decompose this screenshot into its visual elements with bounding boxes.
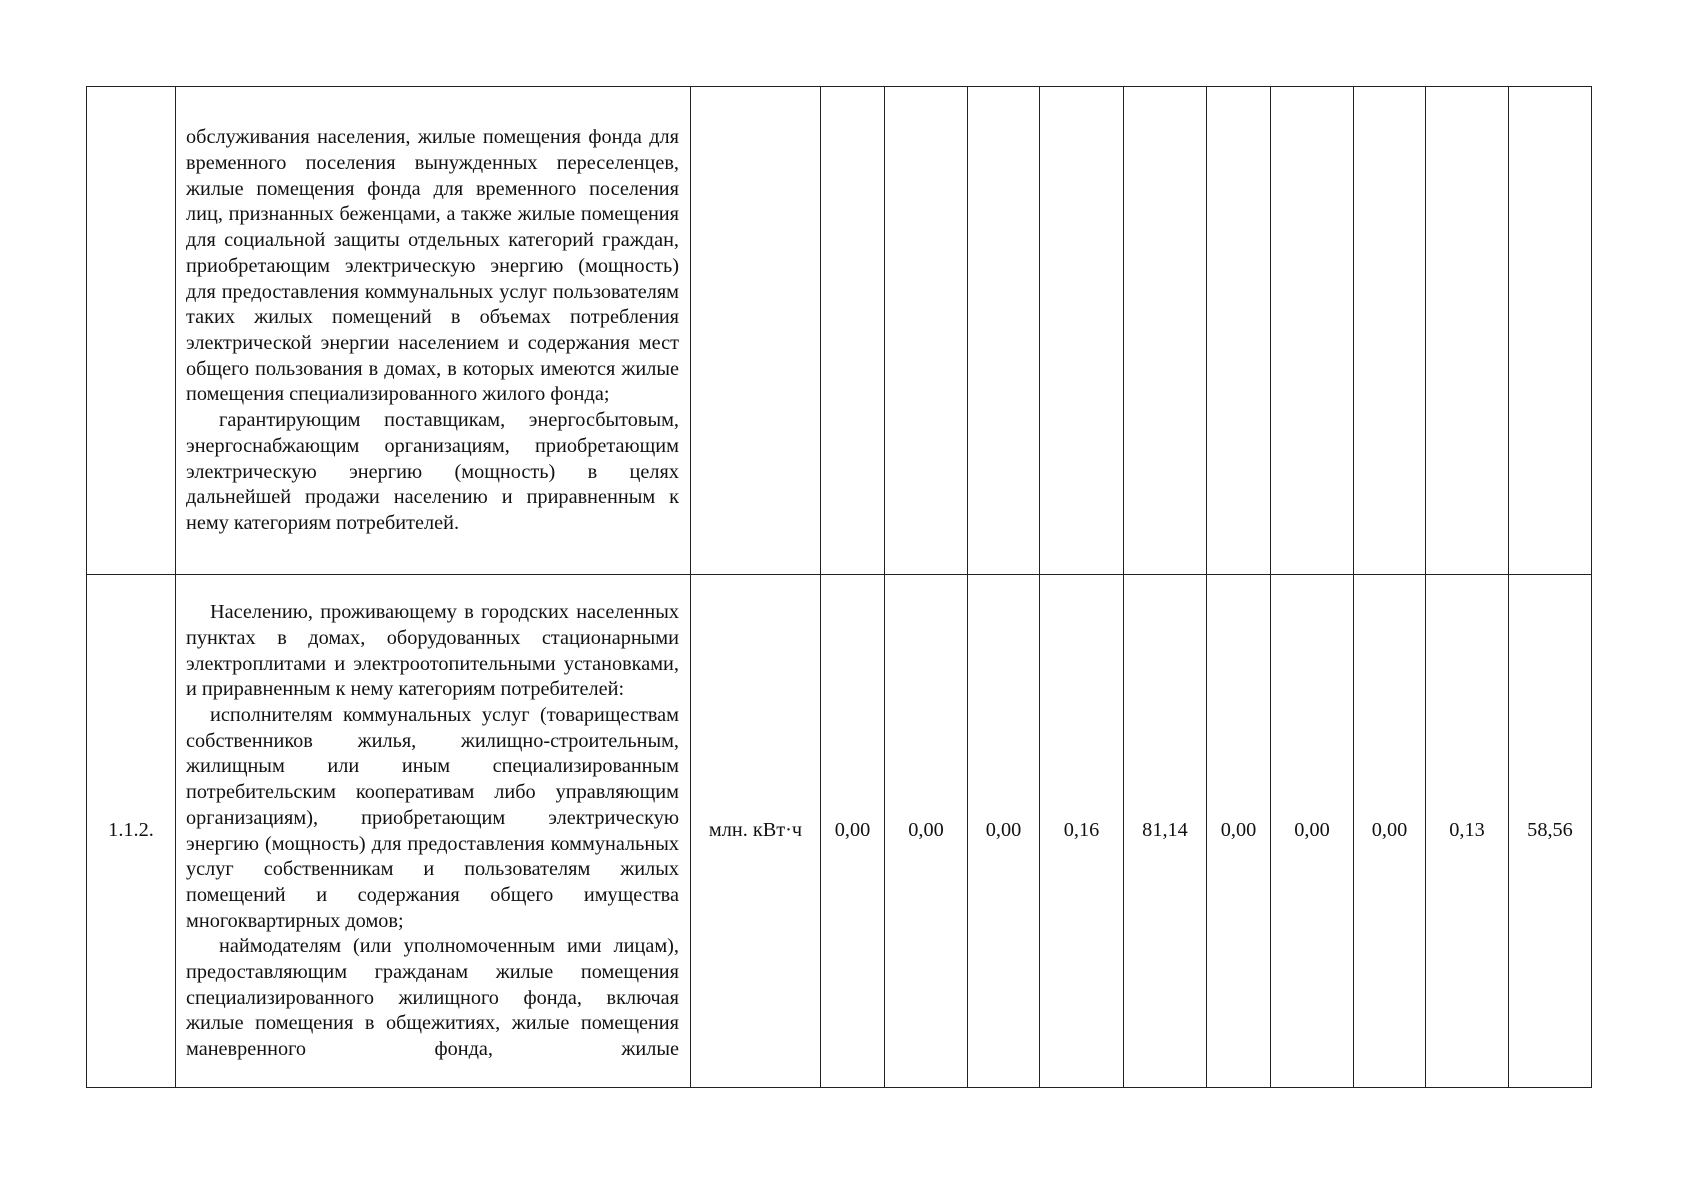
value-cell xyxy=(1271,87,1354,575)
value-cell: 0,00 xyxy=(885,575,968,1088)
value-cell xyxy=(885,87,968,575)
value-cell xyxy=(1426,87,1509,575)
value-cell: 0,00 xyxy=(1271,575,1354,1088)
value-cell: 0,16 xyxy=(1040,575,1124,1088)
description-paragraph: Населению, проживающему в городских населенных пунктах в домах, оборудованных стационарными электроплитами и электроотопительными установками, и приравненным к нему категориям потребителей: xyxy=(186,601,679,701)
value-cell xyxy=(1124,87,1207,575)
tariff-table xyxy=(86,86,1592,1088)
description-paragraph: исполнителям коммунальных услуг (товариществам собственников жилья, жилищно-строительным, жилищным или иным специализированным потребительским кооперативам либо управляющим организациям), приобретающим электрическую энергию (мощность) для предоставления коммунальных услуг собственникам и пользователям жилых помещений и содержания общего имущества многоквартирных домов; xyxy=(186,703,679,932)
description-paragraph: обслуживания населения, жилые помещения фонда для временного поселения вынужденных переселенцев, жилые помещения фонда для временного поселения лиц, признанных беженцами, а также жилые помещения для социальной защиты отдельных категорий граждан, приобретающим электрическую энергию (мощность) для предоставления коммунальных услуг пользователям таких жилых помещений в объемах потребления электрической энергии населением и содержания мест общего пользования в домах, в которых имеются жилые помещения специализированного жилого фонда; xyxy=(186,126,679,406)
value-cell xyxy=(1354,87,1426,575)
row-number-cell xyxy=(87,87,176,575)
table-row xyxy=(87,575,1592,1088)
description-cell xyxy=(176,87,691,575)
value-cell: 0,00 xyxy=(821,575,885,1088)
description-paragraph: гарантирующим поставщикам, энергосбытовым, энергоснабжающим организациям, приобретающим электрическую энергию (мощность) в целях дальнейшей продажи населению и приравненным к нему категориям потребителей. xyxy=(186,409,679,534)
unit-cell: млн. кВт·ч xyxy=(691,575,821,1088)
value-cell xyxy=(968,87,1040,575)
value-cell: 58,56 xyxy=(1509,575,1592,1088)
value-cell: 81,14 xyxy=(1124,575,1207,1088)
value-cell: 0,00 xyxy=(968,575,1040,1088)
unit-cell xyxy=(691,87,821,575)
value-cell xyxy=(1207,87,1271,575)
row-number-cell: 1.1.2. xyxy=(87,575,176,1088)
value-cell: 0,00 xyxy=(1207,575,1271,1088)
value-cell: 0,00 xyxy=(1354,575,1426,1088)
value-cell: 0,13 xyxy=(1426,575,1509,1088)
description-paragraph: наймодателям (или уполномоченным ими лицам), предоставляющим гражданам жилые помещения специализированного жилищного фонда, включая жилые помещения в общежитиях, жилые помещения маневренного фонда, жилые xyxy=(186,935,679,1061)
value-cell xyxy=(1040,87,1124,575)
table-row xyxy=(87,87,1592,575)
description-cell xyxy=(176,575,691,1088)
value-cell xyxy=(821,87,885,575)
value-cell xyxy=(1509,87,1592,575)
